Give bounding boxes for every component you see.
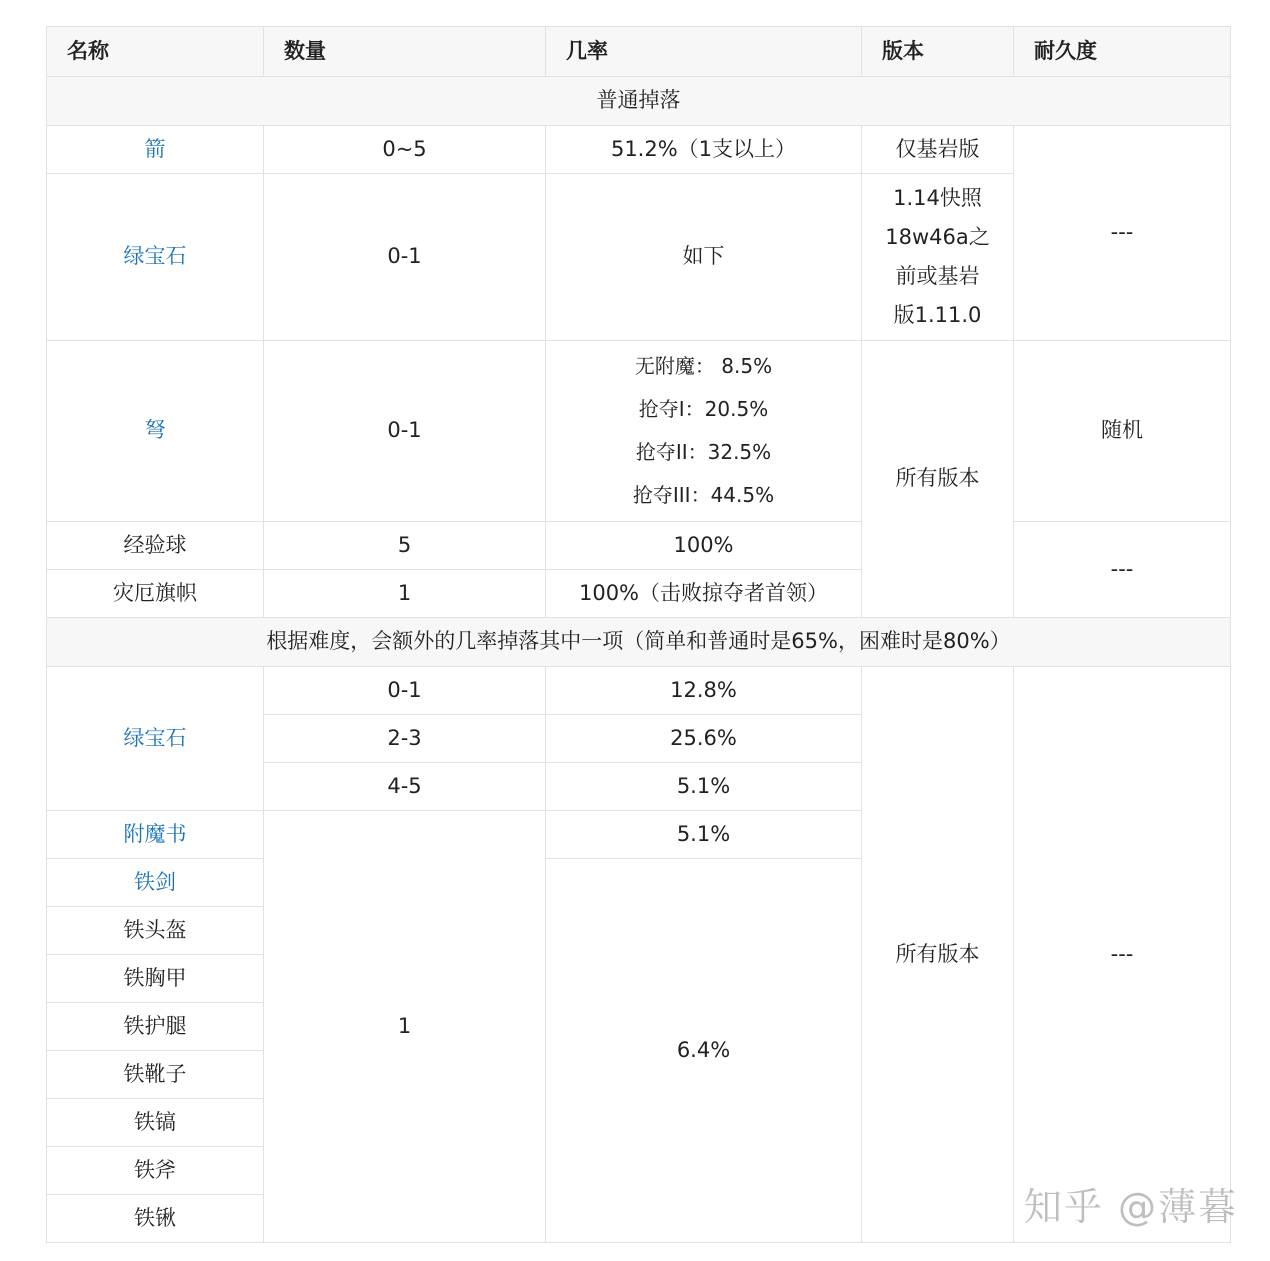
qty-cell: 1 xyxy=(264,570,546,618)
item-name: 铁护腿 xyxy=(47,1003,264,1051)
chance-cell: 100% xyxy=(546,522,862,570)
item-name: 铁靴子 xyxy=(47,1051,264,1099)
item-name: 灾厄旗帜 xyxy=(47,570,264,618)
section-title: 普通掉落 xyxy=(47,77,1231,126)
table-row xyxy=(47,341,1231,522)
chance-line: 无附魔： 8.5% xyxy=(634,354,773,378)
chance-cell: 6.4% xyxy=(546,859,862,1243)
watermark: 知乎 @薄暮 xyxy=(1023,1185,1238,1229)
durability-cell: --- xyxy=(1014,667,1231,1243)
item-emerald-link[interactable]: 绿宝石 xyxy=(47,667,264,811)
item-name: 铁斧 xyxy=(47,1147,264,1195)
chance-cell: 51.2%（1支以上） xyxy=(546,126,862,174)
qty-cell: 4-5 xyxy=(264,763,546,811)
qty-cell: 0-1 xyxy=(264,667,546,715)
version-cell: 所有版本 xyxy=(862,667,1014,1243)
item-name: 经验球 xyxy=(47,522,264,570)
chance-cell: 25.6% xyxy=(546,715,862,763)
section-extra-drops xyxy=(47,618,1231,667)
item-enchanted-book-link[interactable]: 附魔书 xyxy=(47,811,264,859)
item-name: 铁胸甲 xyxy=(47,955,264,1003)
qty-cell: 0-1 xyxy=(264,174,546,341)
chance-cell: 如下 xyxy=(546,174,862,341)
qty-cell: 2-3 xyxy=(264,715,546,763)
item-emerald-link[interactable]: 绿宝石 xyxy=(47,174,264,341)
table-row xyxy=(47,667,1231,715)
section-title: 根据难度，会额外的几率掉落其中一项（简单和普通时是65%，困难时是80%） xyxy=(47,618,1231,667)
durability-cell: --- xyxy=(1014,522,1231,618)
table-row xyxy=(47,522,1231,570)
section-normal-drops xyxy=(47,77,1231,126)
version-cell xyxy=(862,174,1014,341)
qty-cell: 0-1 xyxy=(264,341,546,522)
item-iron-sword-link[interactable]: 铁剑 xyxy=(47,859,264,907)
chance-cell: 100%（击败掠夺者首领） xyxy=(546,570,862,618)
item-name: 铁头盔 xyxy=(47,907,264,955)
header-name: 名称 xyxy=(47,27,264,77)
version-cell: 仅基岩版 xyxy=(862,126,1014,174)
header-version: 版本 xyxy=(862,27,1014,77)
qty-cell: 5 xyxy=(264,522,546,570)
chance-cell: 5.1% xyxy=(546,811,862,859)
chance-line: 抢夺I：20.5% xyxy=(638,397,769,421)
chance-cell xyxy=(546,341,862,522)
header-durability: 耐久度 xyxy=(1014,27,1231,77)
qty-cell: 1 xyxy=(264,811,546,1243)
chance-line: 抢夺III：44.5% xyxy=(632,483,775,507)
version-line: 1.14快照 xyxy=(893,186,982,210)
qty-cell: 0~5 xyxy=(264,126,546,174)
version-cell: 所有版本 xyxy=(862,341,1014,618)
chance-cell: 12.8% xyxy=(546,667,862,715)
header-quantity: 数量 xyxy=(264,27,546,77)
item-name: 铁锹 xyxy=(47,1195,264,1243)
table-row xyxy=(47,126,1231,174)
version-line: 版1.11.0 xyxy=(893,303,982,327)
version-line: 前或基岩 xyxy=(895,264,980,288)
chance-cell: 5.1% xyxy=(546,763,862,811)
header-row xyxy=(47,27,1231,77)
item-crossbow-link[interactable]: 弩 xyxy=(47,341,264,522)
item-name: 铁镐 xyxy=(47,1099,264,1147)
item-arrow-link[interactable]: 箭 xyxy=(47,126,264,174)
version-line: 18w46a之 xyxy=(885,225,990,249)
durability-cell: --- xyxy=(1014,126,1231,341)
chance-line: 抢夺II：32.5% xyxy=(635,440,772,464)
header-chance: 几率 xyxy=(546,27,862,77)
drops-table xyxy=(46,26,1231,1243)
durability-cell: 随机 xyxy=(1014,341,1231,522)
